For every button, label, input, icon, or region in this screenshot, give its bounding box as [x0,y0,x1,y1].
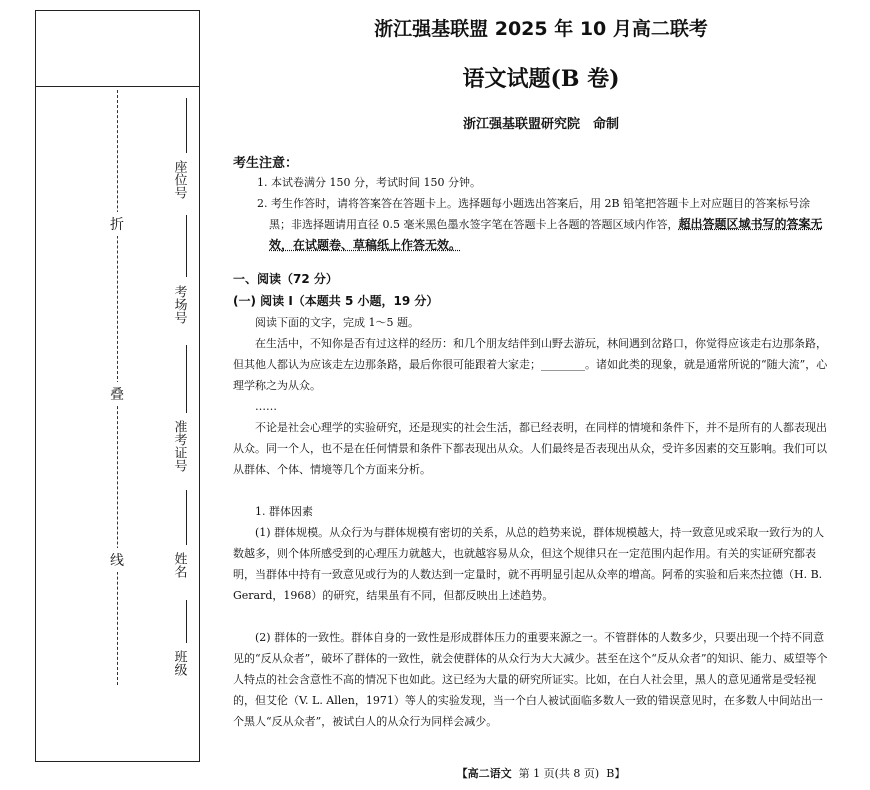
field-room-number-line [186,215,187,277]
paragraph-3: 1. 群体因素 [255,505,313,518]
fold-char-3: 线 [110,548,124,572]
field-class [168,650,190,680]
notice-heading: 考生注意： [233,156,299,171]
notice-item-2-text: 2. 考生作答时，请将答案答在答题卡上。选择题每小题选出答案后，用 2B 铅笔把答题卡上对应题目的答案标号涂黑；非选择题请用直径 0.5 毫米黑色墨水签字笔在答题卡上各题的答题区域内作答， [257,197,811,231]
section-subheading: (一) 阅读 I（本题共 5 小题，19 分） [233,294,439,308]
field-admission-number-label: 准考证号 [171,420,187,472]
instruction-paragraph: 阅读下面的文字，完成 1～5 题。 [255,316,419,329]
section-heading: 一、阅读（72 分） [233,272,338,286]
field-seat-number [168,160,190,203]
field-admission-number [168,420,190,476]
field-admission-number-line [186,345,187,413]
field-name-line [186,490,187,545]
field-class-label: 班级 [171,650,187,676]
field-room-number [168,285,190,328]
footer-version: B】 [606,767,626,780]
fold-char-1: 折 [110,212,124,236]
paragraph-5: (2) 群体的一致性。群体自身的一致性是形成群体压力的重要来源之一。不管群体的人数多少，只要出现一个持不同意见的“反从众者”，破坏了群体的一致性，就会使群体的从众行为大大减少。甚至在这个“反从众者”的知识、能力、威望等个人特点的社会含意性不高的情况下也如此。这已经为大量的研究所证实。比如，在白人社会里，黑人的意见通常是受轻视的，但艾伦（V. L. Allen，1971）等人的实验发现，当一个白人被试面临多数人一致的错误意见时，在多数人中间站出一个黑人“反从众者”，被试白人的从众行为同样会减少。 [233,631,828,728]
paragraph-1: 在生活中，不知你是否有过这样的经历：和几个朋友结伴到山野去游玩，林间遇到岔路口，你觉得应该走右边那条路，但其他人都认为应该走左边那条路，最后你很可能跟着大家走；________。诸如此类的现象，就是通常所说的“随大流”，心理学称之为从众。 [233,337,828,392]
binding-divider [35,86,200,87]
field-class-line [186,600,187,643]
fold-char-2: 叠 [110,382,124,406]
notice-item-1: 1. 本试卷满分 150 分，考试时间 150 分钟。 [257,176,481,189]
exam-title: 浙江强基联盟 2025 年 10 月高二联考 [374,18,708,40]
ellipsis-paragraph: …… [255,400,277,413]
field-seat-number-line [186,98,187,153]
subject-title: 语文试题(B 卷) [462,66,620,92]
footer-page: 第 1 页(共 8 页) [518,767,600,780]
footer-subject: 【高二语文 [456,767,512,780]
field-room-number-label: 考场号 [171,285,187,324]
field-name-label: 姓名 [171,552,187,578]
issuer: 浙江强基联盟研究院 命制 [462,117,619,132]
field-name [168,552,190,582]
field-seat-number-label: 座位号 [171,160,187,199]
paragraph-4: (1) 群体规模。从众行为与群体规模有密切的关系，从总的趋势来说，群体规模越大，持一致意见或采取一致行为的人数越多，则个体所感受到的心理压力就越大，也就越容易从众，但这个规律只在一定范围内起作用。有关的实证研究都表明，当群体中持有一致意见或行为的人数达到一定量时，就不再明显引起从众率的增高。阿希的实验和后来杰拉德（H. B. Gerard，1968）的研究，结果虽有不同，但都反映出上述趋势。 [233,526,825,602]
notice-item-2-emphasis: 超出答题区域书写的答案无效，在试题卷、草稿纸上作答无效。 [269,217,823,252]
paragraph-2: 不论是社会心理学的实验研究，还是现实的社会生活，都已经表明，在同样的情境和条件下，并不是所有的人都表现出从众。同一个人，也不是在任何情景和条件下都表现出从众。人们最终是否表现出从众，受许多因素的交互影响。我们可以从群体、个体、情境等几个方面来分析。 [233,421,827,476]
page-footer [230,765,852,781]
notice-item-2 [257,193,829,256]
